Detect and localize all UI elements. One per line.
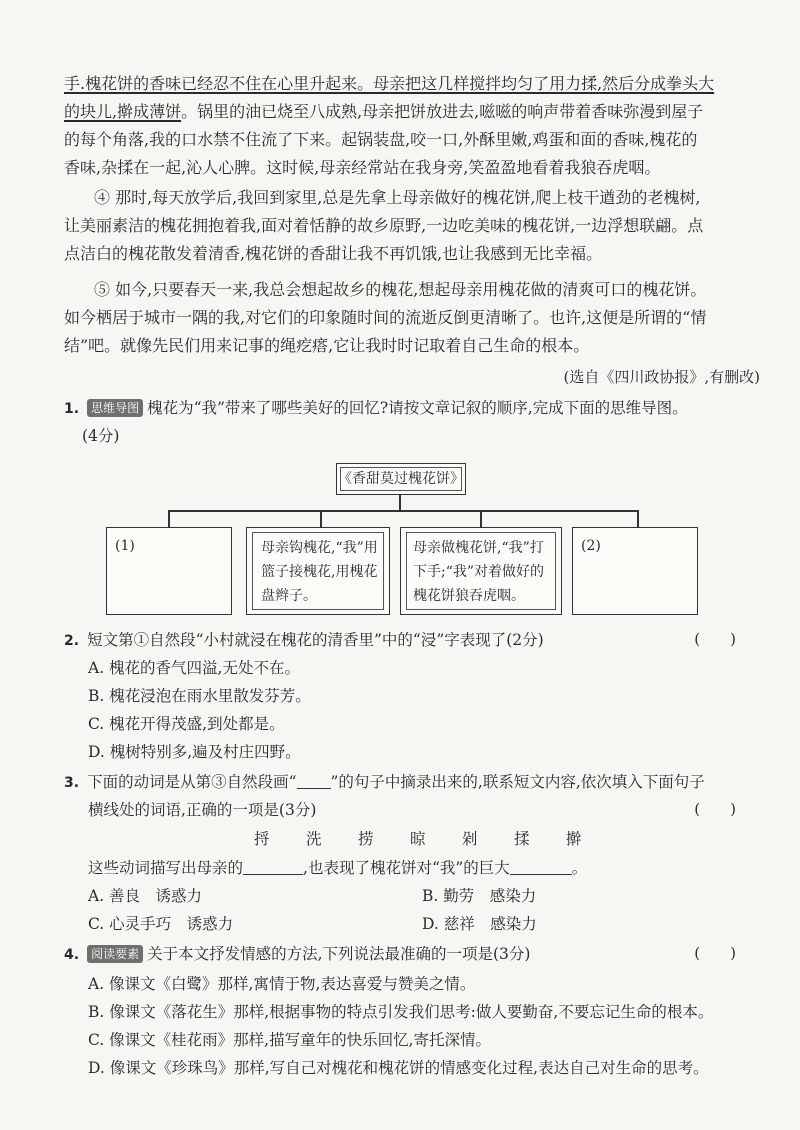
mindmap-title <box>336 463 466 495</box>
mindmap-box-3 <box>400 527 562 615</box>
passage-line-10: 结”吧。就像先民们用来记事的绳疙瘩,它让我时时记取着自己生命的根本。 <box>64 336 590 355</box>
verb: 揉 <box>514 830 530 848</box>
underline-mark <box>297 772 331 789</box>
passage-line-8: ⑤ 如今,只要春天一来,我总会想起故乡的槐花,想起母亲用槐花做的清爽可口的槐花饼。 <box>94 280 707 299</box>
verb-list <box>254 827 618 849</box>
passage-line-5: ④ 那时,每天放学后,我回到家里,总是先拿上母亲做好的槐花饼,爬上枝干遒劲的老槐树, <box>94 188 701 207</box>
question-text: ”的句子中摘录出来的,联系短文内容,依次填入下面句子 <box>330 773 705 791</box>
connector <box>399 494 401 511</box>
question-1-score: (4分) <box>82 427 120 445</box>
passage-line-9: 如今栖居于城市一隅的我,对它们的印象随时间的流逝反倒更清晰了。也许,这便是所谓的“情 <box>64 308 707 327</box>
question-2 <box>64 628 544 653</box>
option-d[interactable]: D. 慈祥 感染力 <box>422 915 537 933</box>
option-b[interactable]: B. 勤劳 感染力 <box>422 887 537 905</box>
verb: 捋 <box>254 830 270 848</box>
passage-line-7: 点洁白的槐花散发着清香,槐花饼的香甜让我不再饥饿,也让我感到无比幸福。 <box>64 244 603 263</box>
question-text: 短文第①自然段“小村就浸在槐花的清香里”中的“浸”字表现了(2分) <box>87 631 544 649</box>
sentence-text: ,也表现了槐花饼对“我”的巨大 <box>303 859 510 877</box>
answer-paren[interactable]: ( ) <box>694 800 736 818</box>
option-c[interactable]: C. 像课文《桂花雨》那样,描写童年的快乐回忆,寄托深情。 <box>88 1031 492 1049</box>
option-d[interactable]: D. 槐树特别多,遍及村庄四野。 <box>88 743 301 761</box>
verb: 晾 <box>410 830 426 848</box>
mindmap-tag: 思维导图 <box>87 399 143 417</box>
option-b[interactable]: B. 槐花浸泡在雨水里散发芬芳。 <box>88 687 311 705</box>
passage-text: 。锅里的油已烧至八成熟,母亲把饼放进去,嗞嗞的响声带着香味弥漫到屋子 <box>181 102 704 121</box>
passage-line-2 <box>64 100 703 124</box>
box-label: (2) <box>581 538 601 554</box>
option-c[interactable]: C. 槐花开得茂盛,到处都是。 <box>88 715 285 733</box>
connector <box>168 510 638 512</box>
question-4 <box>64 942 530 967</box>
option-c[interactable]: C. 心灵手巧 诱惑力 <box>88 915 234 933</box>
sentence-text: 。 <box>571 859 588 877</box>
verb: 剁 <box>462 830 478 848</box>
passage-line-1 <box>64 72 714 96</box>
option-b[interactable]: B. 像课文《落花生》那样,根据事物的特点引发我们思考:做人要勤奋,不要忘记生命的根本。 <box>88 1003 714 1021</box>
option-a[interactable]: A. 像课文《白鹭》那样,寓情于物,表达喜爱与赞美之情。 <box>88 975 476 993</box>
option-a[interactable]: A. 善良 诱惑力 <box>88 887 203 905</box>
question-text: 槐花为“我”带来了哪些美好的回忆?请按文章记叙的顺序,完成下面的思维导图。 <box>147 399 688 417</box>
verb: 捞 <box>358 830 374 848</box>
question-number: 1. <box>64 401 80 417</box>
connector <box>637 510 639 527</box>
mindmap-box-2 <box>246 527 390 615</box>
passage-line-3: 的每个角落,我的口水禁不住流了下来。起锅装盘,咬一口,外酥里嫩,鸡蛋和面的香味,槐花的 <box>64 130 698 149</box>
reading-tag: 阅读要素 <box>87 945 143 963</box>
answer-paren[interactable]: ( ) <box>694 630 736 648</box>
passage-line-4: 香味,杂揉在一起,沁人心脾。这时候,母亲经常站在我身旁,笑盈盈地看着我狼吞虎咽。 <box>64 158 661 177</box>
question-3 <box>64 770 705 795</box>
blank-2[interactable] <box>510 858 572 875</box>
verb: 擀 <box>566 830 582 848</box>
question-1 <box>64 396 688 421</box>
mindmap-answer-box-1[interactable] <box>106 527 232 615</box>
passage-line-6: 让美丽素洁的槐花拥抱着我,面对着恬静的故乡原野,一边吃美味的槐花饼,一边浮想联翩。点 <box>64 216 704 235</box>
question-3-line-2: 横线处的词语,正确的一项是(3分) <box>88 801 317 819</box>
box-label: (1) <box>115 538 135 554</box>
answer-paren[interactable]: ( ) <box>694 944 736 962</box>
mindmap-answer-box-2[interactable] <box>572 527 698 615</box>
connector <box>168 510 170 527</box>
question-text: 关于本文抒发情感的方法,下列说法最准确的一项是(3分) <box>147 945 531 963</box>
mindmap-title-text: 《香甜莫过槐花饼》 <box>338 471 464 487</box>
connector <box>480 510 482 527</box>
verb: 洗 <box>306 830 322 848</box>
sentence-text: 这些动词描写出母亲的 <box>88 859 244 877</box>
underlined-text: 手.槐花饼的香味已经忍不住在心里升起来。母亲把这几样搅拌均匀了用力揉,然后分成拳头大 <box>64 74 715 93</box>
fill-sentence <box>88 856 587 880</box>
question-text: 下面的动词是从第③自然段画“ <box>87 773 297 791</box>
passage-source: (选自《四川政协报》,有删改) <box>563 368 760 386</box>
question-number: 4. <box>64 947 80 963</box>
box-text: 母亲钩槐花,“我”用篮子接槐花,用槐花盘辫子。 <box>261 540 378 604</box>
question-number: 2. <box>64 633 80 649</box>
box-text: 母亲做槐花饼,“我”打下手;“我”对着做好的槐花饼狼吞虎咽。 <box>413 540 545 604</box>
blank-1[interactable] <box>243 858 303 875</box>
option-a[interactable]: A. 槐花的香气四溢,无处不在。 <box>88 659 300 677</box>
underlined-text: 的块儿,擀成薄饼 <box>64 102 182 121</box>
question-number: 3. <box>64 775 80 791</box>
connector <box>320 510 322 527</box>
option-d[interactable]: D. 像课文《珍珠鸟》那样,写自己对槐花和槐花饼的情感变化过程,表达自己对生命的思考。 <box>88 1059 709 1077</box>
